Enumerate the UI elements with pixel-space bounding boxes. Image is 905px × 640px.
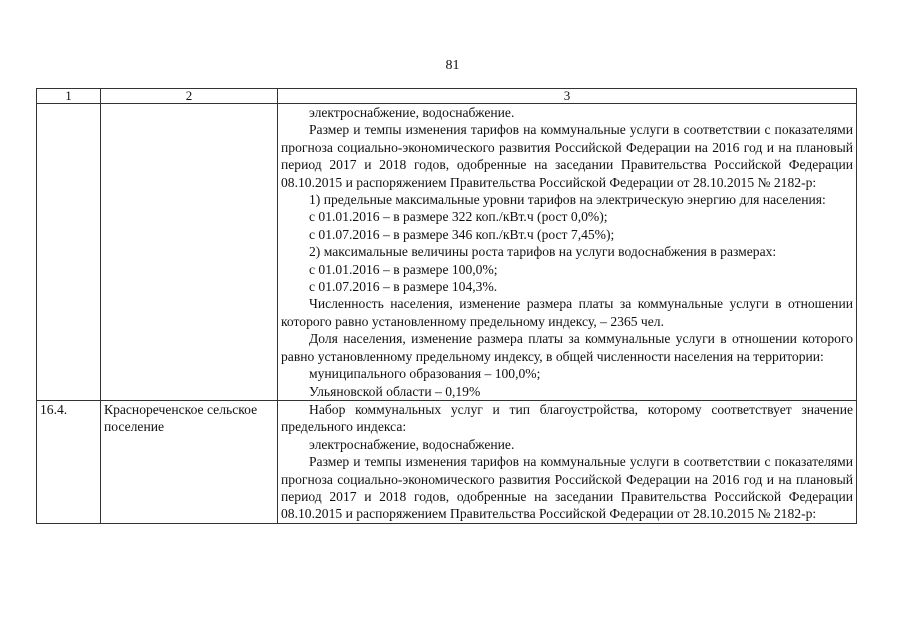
- paragraph: 2) максимальные величины роста тарифов на услуги водоснабжения в размерах:: [309, 244, 777, 260]
- paragraph: Размер и темпы изменения тарифов на коммунальные услуги в соответствии с показателями прогноза социально-экономического развития Российской Федерации на 2016 год и на плановый период 2017 и 2018 годов, одобренные на заседании Правительства Российской Федерации 08.10.2015 и распоряжением Правительства Российской Федерации от 28.10.2015 № 2182-р:: [281, 122, 853, 190]
- settlement-name-cell: [101, 104, 278, 401]
- column-header-1: 1: [37, 89, 101, 104]
- paragraph: Набор коммунальных услуг и тип благоустройства, которому соответствует значение предельного индекса:: [281, 401, 853, 435]
- table-row: [37, 400, 857, 523]
- column-header-3: 3: [278, 89, 857, 104]
- paragraph: с 01.01.2016 – в размере 322 коп./кВт.ч (рост 0,0%);: [309, 209, 608, 225]
- row-number-cell: 16.4.: [37, 400, 101, 523]
- tariff-table: [36, 88, 857, 524]
- row-number-cell: [37, 104, 101, 401]
- paragraph: с 01.01.2016 – в размере 100,0%;: [309, 261, 498, 277]
- description-cell: [278, 104, 857, 401]
- paragraph: Размер и темпы изменения тарифов на коммунальные услуги в соответствии с показателями прогноза социально-экономического развития Российской Федерации на 2016 год и на плановый период 2017 и 2018 годов, одобренные на заседании Правительства Российской Федерации 08.10.2015 и распоряжением Правительства Российской Федерации от 28.10.2015 № 2182-р:: [281, 454, 853, 522]
- paragraph: 1) предельные максимальные уровни тарифов на электрическую энергию для населения:: [309, 192, 826, 208]
- paragraph: электроснабжение, водоснабжение.: [309, 105, 515, 120]
- paragraph: с 01.07.2016 – в размере 104,3%.: [309, 279, 498, 295]
- paragraph: с 01.07.2016 – в размере 346 коп./кВт.ч (рост 7,45%);: [309, 226, 615, 242]
- description-cell: [278, 400, 857, 523]
- paragraph: Численность населения, изменение размера платы за коммунальные услуги в отношении которого равно установленному предельному индексу, – 2365 чел.: [281, 296, 853, 329]
- page-number: 81: [445, 58, 460, 73]
- paragraph: Доля населения, изменение размера платы за коммунальные услуги в отношении которого равно установленному предельному индексу, в общей численности населения на территории:: [281, 331, 853, 364]
- paragraph: Ульяновской области – 0,19%: [309, 383, 481, 399]
- table-header-row: [37, 89, 857, 104]
- paragraph: электроснабжение, водоснабжение.: [309, 436, 515, 452]
- column-header-2: 2: [101, 89, 278, 104]
- table-row: [37, 104, 857, 401]
- settlement-name-cell: Краснореченское сельское поселение: [101, 400, 278, 523]
- paragraph: муниципального образования – 100,0%;: [309, 366, 541, 382]
